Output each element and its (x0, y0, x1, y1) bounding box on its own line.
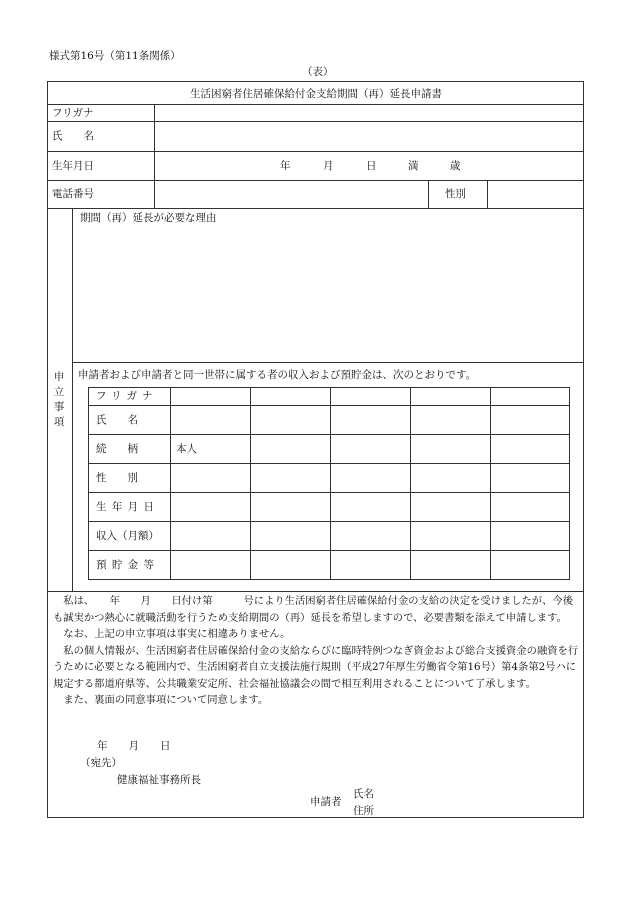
birthdate-label: 生年月日 (52, 160, 94, 172)
divider (47, 104, 584, 105)
table-row-label: 続 柄 (96, 443, 138, 455)
recipient-office: 健康福祉事務所長 (117, 774, 201, 786)
divider (88, 434, 570, 435)
table-row-label: 性 別 (96, 472, 138, 484)
divider (72, 362, 584, 363)
divider (330, 387, 331, 580)
declaration-paragraph: また、裏面の同意事項について同意します。 (53, 694, 269, 706)
divider (47, 180, 584, 181)
relationship-self-cell: 本人 (176, 443, 197, 455)
request-section-label: 申 立 事 項 (53, 371, 65, 428)
declaration-paragraph: 私の個人情報が、生活困窮者住居確保給付金の支給ならびに臨時特例つなぎ資金および総合支援資金の融資を行うために必要となる範囲内で、生活困窮者自立支援法施行規則（平成27年厚生労働省令第16号）第4条第2号ハに規定する都道府県等、公共職業安定所、社会福祉協議会の間で相互利用されることについて了承します。 (53, 644, 579, 690)
divider (154, 104, 155, 208)
table-row-label: 預 貯 金 等 (96, 559, 156, 571)
declaration-paragraph: なお、上記の申立事項は事実に相違ありません。 (53, 628, 291, 640)
table-row-label: 生 年 月 日 (96, 501, 156, 513)
divider (88, 463, 570, 464)
birth-day-unit: 日 (366, 160, 377, 172)
furigana-label: フリガナ (52, 107, 94, 119)
divider (88, 492, 570, 493)
divider (88, 405, 570, 406)
extension-reason-label: 期間（再）延長が必要な理由 (80, 212, 217, 224)
divider (88, 521, 570, 522)
divider (428, 180, 429, 208)
form-number: 様式第16号（第11条関係） (49, 50, 181, 62)
divider (170, 387, 171, 580)
divider (487, 180, 488, 208)
declaration (53, 593, 583, 709)
declaration-paragraph: 私は、 年 月 日付け第 号により生活困窮者住居確保給付金の支給の決定を受けましたが、今後も誠実かつ熱心に就職活動を行うため支給期間の（再）延長を希望しますので、必要書類を添えて申請します。 (53, 595, 573, 624)
income-intro: 申請者および申請者と同一世帯に属する者の収入および預貯金は、次のとおりです。 (78, 369, 477, 381)
divider (410, 387, 411, 580)
table-row-label: フリガナ (96, 390, 158, 402)
divider (47, 591, 584, 592)
applicant-address-label: 住所 (353, 805, 374, 817)
divider (88, 550, 570, 551)
divider (490, 387, 491, 580)
applicant-name-label: 氏名 (353, 788, 374, 800)
table-row-label: 収入（月額） (96, 530, 159, 542)
divider (47, 208, 584, 209)
phone-label: 電話番号 (52, 188, 94, 200)
form-side-label: （表） (302, 66, 334, 78)
sex-label: 性別 (445, 188, 466, 200)
divider (250, 387, 251, 580)
birth-month-unit: 月 (323, 160, 334, 172)
age-unit: 歳 (450, 160, 461, 172)
applicant-label: 申請者 (310, 796, 342, 808)
birth-year-unit: 年 (280, 160, 291, 172)
full-age-label: 満 (408, 160, 419, 172)
divider (47, 121, 584, 122)
table-row-label: 氏 名 (96, 414, 138, 426)
form-title: 生活困窮者住居確保給付金支給期間（再）延長申請書 (190, 88, 442, 100)
addressee-label: （宛先） (80, 757, 122, 769)
divider (47, 151, 584, 152)
application-date-line: 年 月 日 (97, 740, 171, 752)
divider (72, 208, 73, 591)
household-table (88, 387, 570, 580)
name-label: 氏 名 (52, 130, 94, 142)
